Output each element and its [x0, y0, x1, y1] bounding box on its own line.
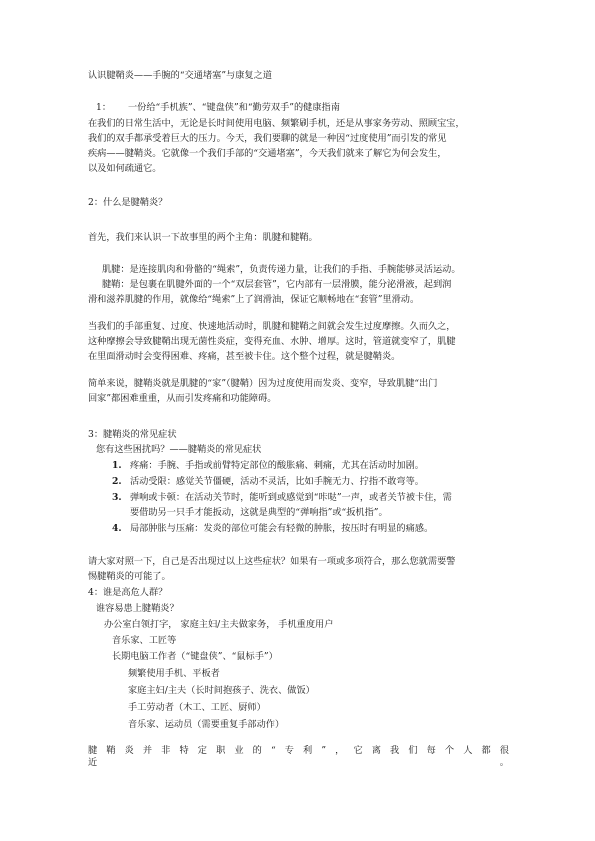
section-1-line-4: 以及如何疏通它。	[88, 163, 162, 174]
risk-group-item: 频繁使用手机、平板者	[128, 668, 220, 679]
section-4-heading: 4：谁是高危人群？	[88, 587, 168, 598]
symptom-3-text-continued: 要借助另一只手才能扳动，这就是典型的“弹响指”或“扳机指”。	[130, 507, 388, 518]
section-2-para-3-line-2: 回家”都困难重重，从而引发疼痛和功能障碍。	[88, 393, 277, 404]
section-3-subheading: 您有这些困扰吗？——腱鞘炎的常见症状	[96, 444, 262, 455]
definition-sheath-line-2: 滑和滋养肌腱的作用，就像给“绳索”上了润滑油，保证它顺畅地在“套管”里滑动。	[88, 294, 420, 305]
section-3-outro-line-1: 请大家对照一下，自己是否出现过以上这些症状？如果有一项或多项符合，那么您就需要警	[88, 556, 456, 567]
section-2-intro: 首先，我们来认识一下故事里的两个主角：肌腱和腱鞘。	[88, 232, 318, 243]
section-2-para-3-line-1: 简单来说，腱鞘炎就是肌腱的“家”（腱鞘）因为过度使用而发炎、变窄，导致肌腱“出门	[88, 378, 438, 389]
risk-group-row-3: 长期电脑工作者（“键盘侠”、“鼠标手”）	[112, 651, 278, 662]
section-1-heading: 一份给“手机族”、“键盘侠”和“勤劳双手”的健康指南	[128, 102, 340, 113]
risk-group-item: 家庭主妇/主夫（长时间抱孩子、洗衣、做饭）	[128, 685, 315, 696]
risk-group-item: 手工劳动者（木工、工匠、厨师）	[128, 702, 266, 713]
section-3-heading: 3：腱鞘炎的常见症状	[88, 429, 177, 440]
risk-group-row-2: 音乐家、工匠等	[112, 635, 177, 646]
risk-group-item: 音乐家、运动员（需要重复手部动作）	[128, 719, 285, 730]
section-1-line-1: 在我们的日常生活中，无论是长时间使用电脑、频繁刷手机，还是从事家务劳动、照顾宝宝，	[88, 118, 465, 129]
section-3-outro-line-2: 惕腱鞘炎的可能了。	[88, 571, 171, 582]
definition-sheath-line-1: 腱鞘：是包裹在肌腱外面的一个“双层套管”，它内部有一层滑膜，能分泌滑液，起到润	[102, 279, 452, 290]
closing-line: 腱鞘炎并非特定职业的“专利”，它离我们每个人都很近。	[88, 745, 518, 768]
symptom-4-text: 局部肿胀与压痛：发炎的部位可能会有轻微的肿胀，按压时有明显的痛感。	[130, 523, 434, 534]
symptom-2-text: 活动受限：感觉关节僵硬，活动不灵活，比如手腕无力、拧指不敢弯等。	[130, 476, 424, 487]
symptom-2-number: 2.	[112, 476, 122, 487]
section-2-heading: 2：什么是腱鞘炎？	[88, 197, 168, 208]
symptom-4-number: 4.	[112, 523, 122, 534]
symptom-3-number: 3.	[112, 492, 122, 503]
symptom-1-text: 疼痛：手腕、手指或前臂特定部位的酸胀痛、刺痛，尤其在活动时加剧。	[130, 460, 424, 471]
risk-group-row-1: 办公室白领打字， 家庭主妇/主夫做家务， 手机重度用户	[104, 619, 334, 630]
symptom-3-text: 弹响或卡顿：在活动关节时，能听到或感觉到“咔哒”一声，或者关节被卡住，需	[130, 492, 452, 503]
section-1-line-2: 我们的双手都承受着巨大的压力。今天，我们要聊的就是一种因“过度使用”而引发的常见	[88, 133, 447, 144]
section-1-line-3: 疾病——腱鞘炎。它就像一个我们手部的“交通堵塞”，今天我们就来了解它为何会发生，	[88, 148, 447, 159]
document-title: 认识腱鞘炎——手腕的“交通堵塞”与康复之道	[88, 70, 272, 81]
section-2-para-2-line-3: 在里面滑动时会变得困难、疼痛，甚至被卡住。这个整个过程，就是腱鞘炎。	[88, 351, 401, 362]
section-2-para-2-line-2: 这种摩擦会导致腱鞘出现无菌性炎症，变得充血、水肿、增厚。这时，管道就变窄了，肌腱	[88, 336, 456, 347]
symptom-1-number: 1.	[112, 460, 122, 471]
section-4-subheading: 谁容易患上腱鞘炎？	[96, 603, 179, 614]
definition-tendon: 肌腱：是连接肌肉和骨骼的“绳索”，负责传递力量，让我们的手指、手腕能够灵活运动。	[102, 264, 461, 275]
section-1-number: 1：	[96, 102, 112, 113]
section-2-para-2-line-1: 当我们的手部重复、过度、快速地活动时，肌腱和腱鞘之间就会发生过度摩擦。久而久之，	[88, 321, 456, 332]
